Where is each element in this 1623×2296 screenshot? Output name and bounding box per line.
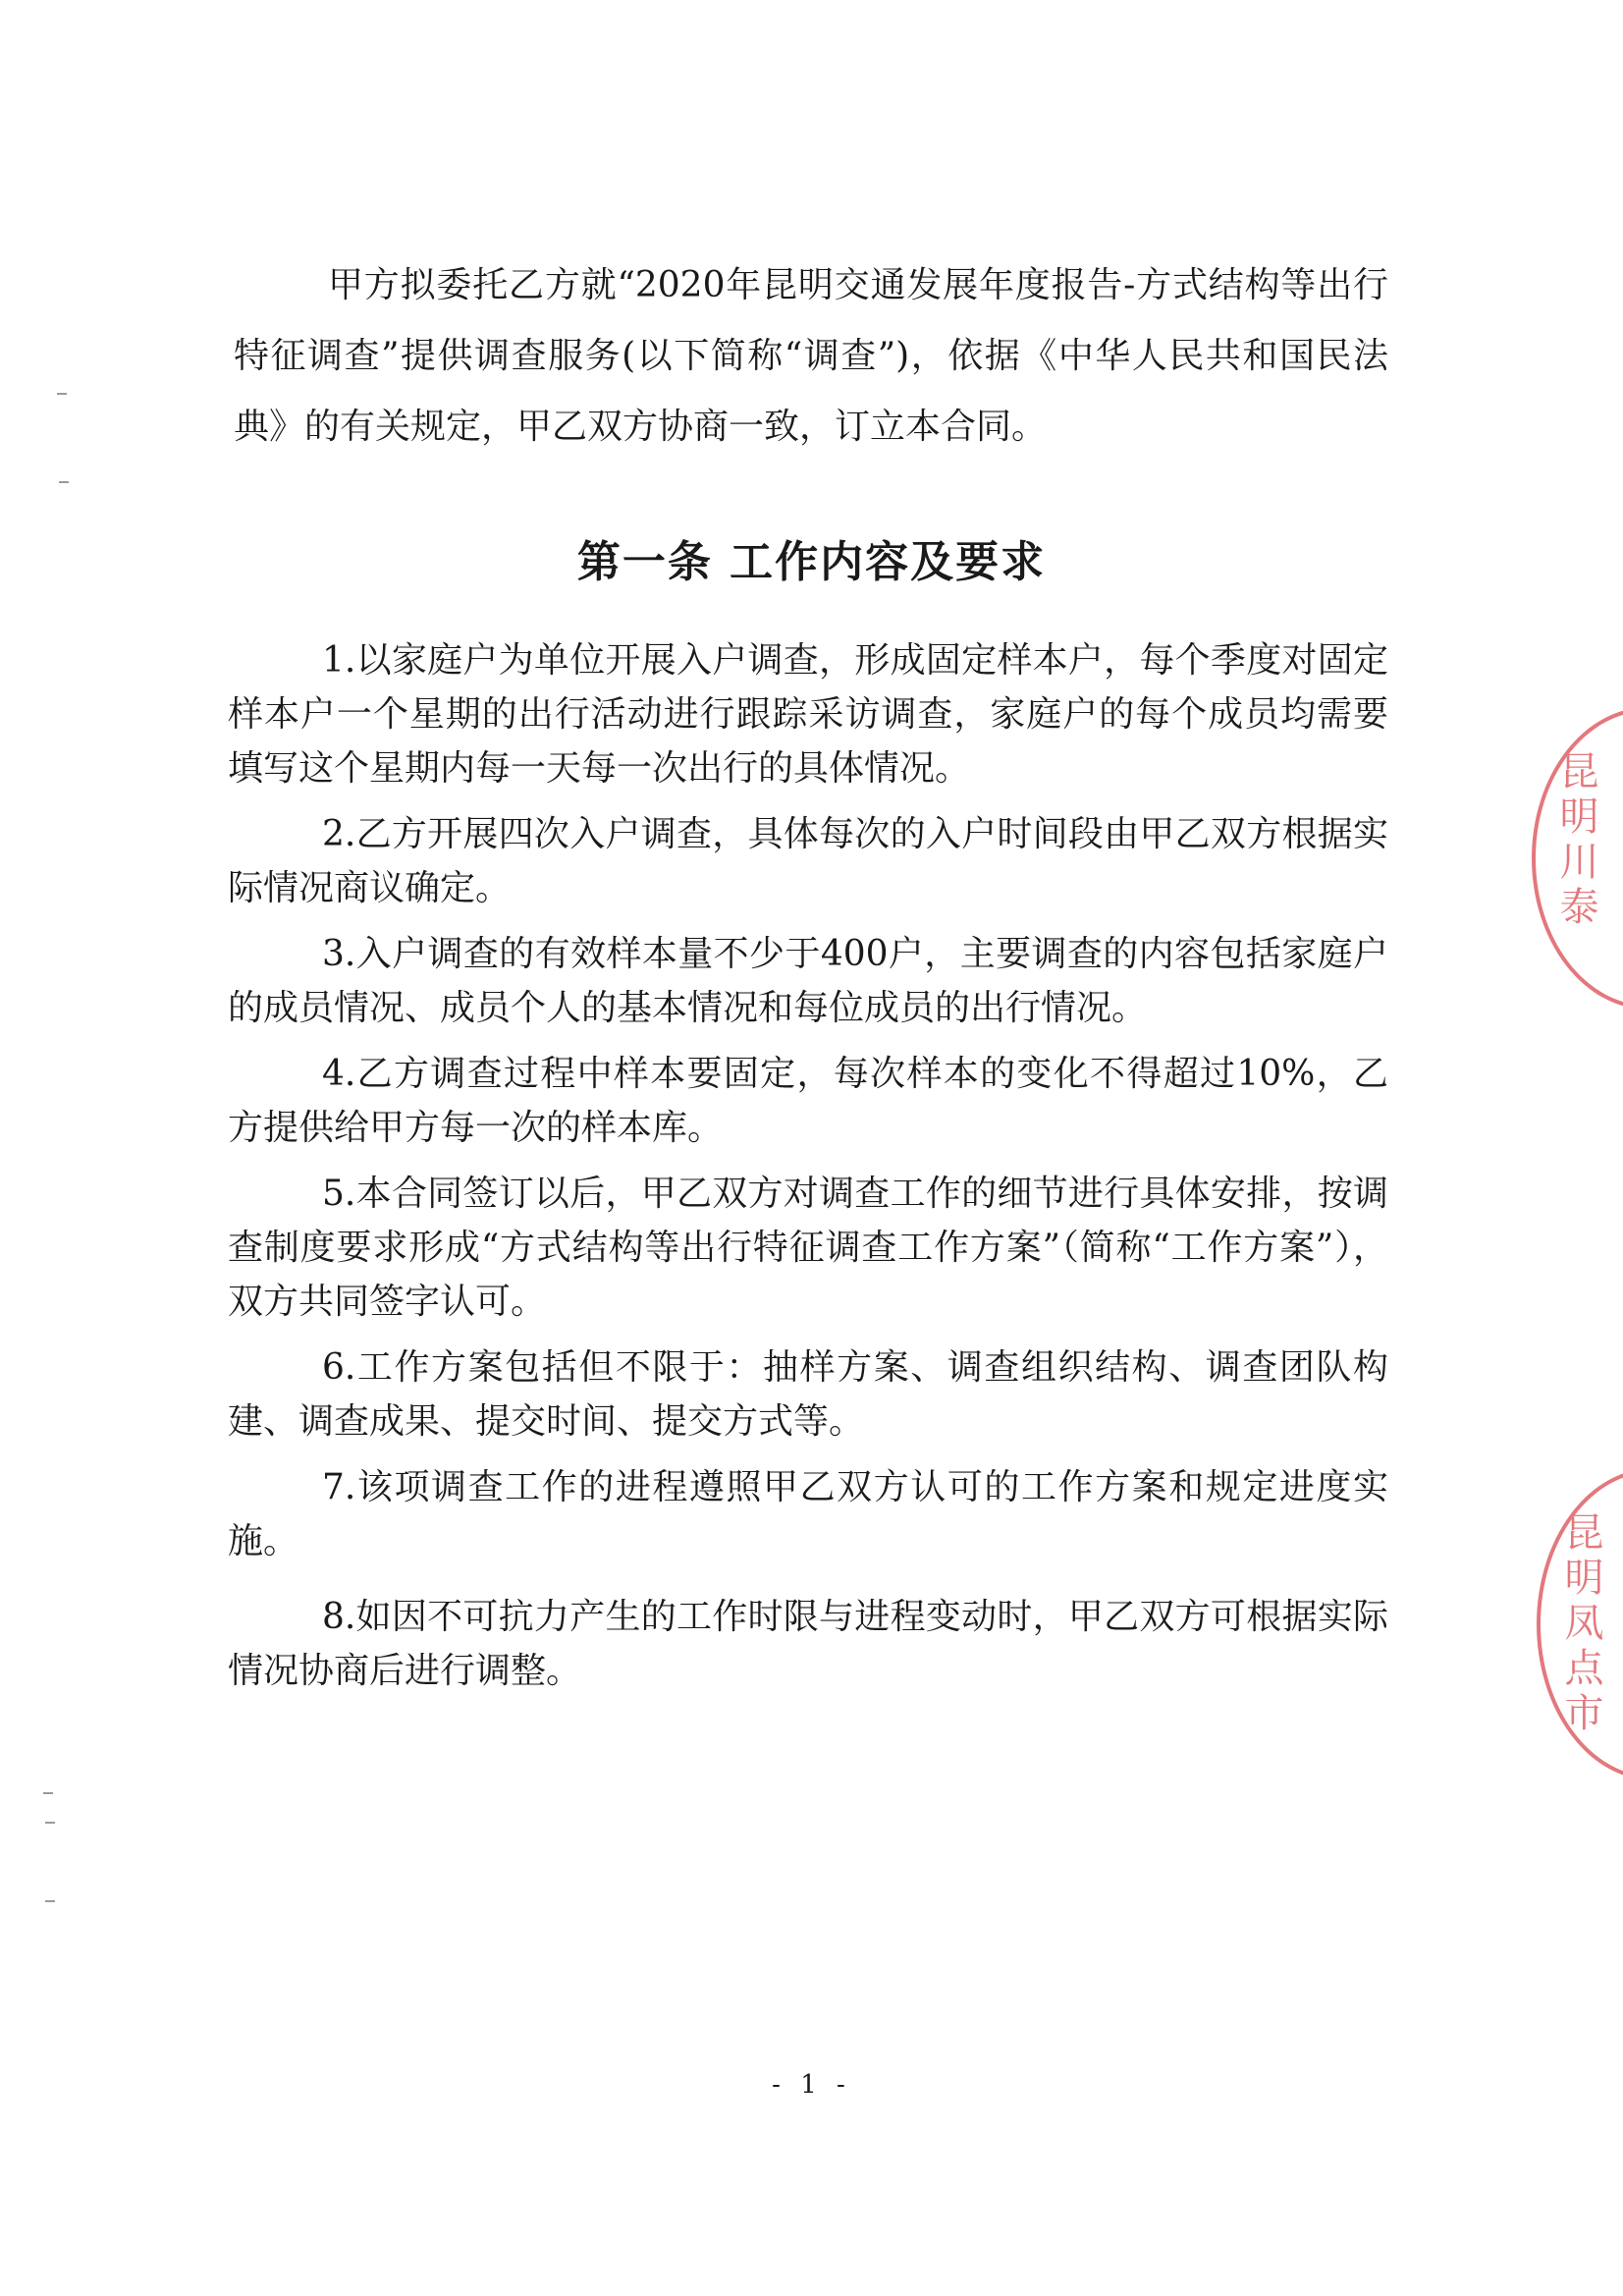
scan-artifact (57, 393, 67, 395)
red-seal-stamp-top (1532, 707, 1623, 1010)
scan-artifact (45, 1900, 55, 1902)
clause-6: 6.工作方案包括但不限于：抽样方案、调查组织结构、调查团队构建、调查成果、提交时间、提交方式等。 (228, 1347, 1388, 1442)
scan-artifact (45, 1822, 55, 1824)
red-seal-stamp-bottom (1537, 1468, 1623, 1780)
clause-8: 8.如因不可抗力产生的工作时限与进程变动时，甲乙双方可根据实际情况协商后进行调整。 (228, 1597, 1388, 1691)
seal-text: 昆明凤点市 (1558, 1511, 1603, 1737)
scan-artifact (59, 481, 69, 483)
clause-2: 2.乙方开展四次入户调查，具体每次的入户时间段由甲乙双方根据实际情况商议确定。 (228, 814, 1388, 908)
clause-3: 3.入户调查的有效样本量不少于400户，主要调查的内容包括家庭户的成员情况、成员个人的基本情况和每位成员的出行情况。 (228, 934, 1388, 1028)
section-title: 第一条 工作内容及要求 (576, 537, 1047, 587)
clause-1: 1.以家庭户为单位开展入户调查，形成固定样本户，每个季度对固定样本户一个星期的出行活动进行跟踪采访调查，家庭户的每个成员均需要填写这个星期内每一天每一次出行的具体情况。 (228, 640, 1388, 789)
clause-list (228, 633, 1388, 1710)
page-number: - 1 - (772, 2070, 851, 2100)
scan-artifact (43, 1792, 53, 1794)
seal-text: 昆明川泰 (1553, 750, 1598, 931)
clause-7: 7.该项调查工作的进程遵照甲乙双方认可的工作方案和规定进度实施。 (228, 1467, 1388, 1561)
intro-paragraph: 甲方拟委托乙方就“2020年昆明交通发展年度报告-方式结构等出行特征调查”提供调查服务(以下简称“调查”)，依据《中华人民共和国民法典》的有关规定，甲乙双方协商一致，订立本合同。 (234, 265, 1388, 447)
clause-4: 4.乙方调查过程中样本要固定，每次样本的变化不得超过10%，乙方提供给甲方每一次的样本库。 (228, 1054, 1388, 1148)
clause-5: 5.本合同签订以后，甲乙双方对调查工作的细节进行具体安排，按调查制度要求形成“方式结构等出行特征调查工作方案”（简称“工作方案”），双方共同签字认可。 (228, 1174, 1388, 1322)
